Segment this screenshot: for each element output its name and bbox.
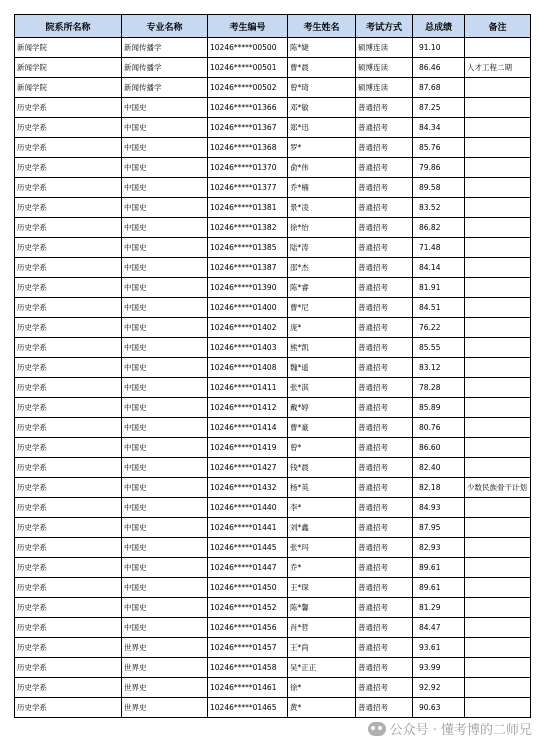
cell-remarks — [465, 638, 531, 658]
cell-remarks — [465, 618, 531, 638]
cell-major: 中国史 — [122, 478, 208, 498]
table-row — [15, 58, 531, 78]
cell-candidate-name: 王*琛 — [288, 578, 356, 598]
cell-remarks — [465, 278, 531, 298]
cell-remarks — [465, 78, 531, 98]
cell-exam-type: 普通招考 — [356, 278, 413, 298]
cell-major: 中国史 — [122, 578, 208, 598]
cell-remarks — [465, 218, 531, 238]
cell-candidate-name: 郑*迅 — [288, 118, 356, 138]
cell-remarks — [465, 398, 531, 418]
cell-candidate-id: 10246*****01366 — [208, 98, 288, 118]
cell-department: 历史学系 — [15, 278, 122, 298]
cell-total-score: 78.28 — [413, 378, 465, 398]
cell-candidate-name: 熊*凯 — [288, 338, 356, 358]
cell-exam-type: 普通招考 — [356, 678, 413, 698]
cell-department: 历史学系 — [15, 198, 122, 218]
table-row — [15, 238, 531, 258]
cell-department: 历史学系 — [15, 558, 122, 578]
cell-department: 历史学系 — [15, 578, 122, 598]
cell-total-score: 71.48 — [413, 238, 465, 258]
cell-department: 历史学系 — [15, 658, 122, 678]
cell-candidate-name: 曹*晨 — [288, 58, 356, 78]
cell-candidate-id: 10246*****01368 — [208, 138, 288, 158]
cell-candidate-name: 罗* — [288, 138, 356, 158]
cell-exam-type: 普通招考 — [356, 518, 413, 538]
cell-remarks — [465, 238, 531, 258]
cell-candidate-name: 庞* — [288, 318, 356, 338]
cell-exam-type: 普通招考 — [356, 438, 413, 458]
cell-department: 历史学系 — [15, 598, 122, 618]
cell-total-score: 79.86 — [413, 158, 465, 178]
cell-candidate-name: 陈*婕 — [288, 38, 356, 58]
cell-remarks — [465, 558, 531, 578]
table-row — [15, 538, 531, 558]
cell-candidate-name: 徐*怡 — [288, 218, 356, 238]
cell-total-score: 93.61 — [413, 638, 465, 658]
cell-remarks — [465, 138, 531, 158]
cell-total-score: 82.93 — [413, 538, 465, 558]
cell-department: 历史学系 — [15, 478, 122, 498]
cell-candidate-id: 10246*****00500 — [208, 38, 288, 58]
cell-total-score: 82.40 — [413, 458, 465, 478]
table-row — [15, 438, 531, 458]
cell-total-score: 82.18 — [413, 478, 465, 498]
cell-exam-type: 普通招考 — [356, 358, 413, 378]
cell-department: 历史学系 — [15, 258, 122, 278]
cell-exam-type: 普通招考 — [356, 418, 413, 438]
cell-remarks — [465, 158, 531, 178]
cell-major: 中国史 — [122, 158, 208, 178]
cell-exam-type: 普通招考 — [356, 458, 413, 478]
cell-candidate-id: 10246*****01382 — [208, 218, 288, 238]
cell-candidate-name: 徐* — [288, 678, 356, 698]
cell-total-score: 86.46 — [413, 58, 465, 78]
cell-exam-type: 普通招考 — [356, 218, 413, 238]
header-row — [15, 15, 531, 38]
cell-department: 历史学系 — [15, 318, 122, 338]
cell-total-score: 83.52 — [413, 198, 465, 218]
cell-candidate-id: 10246*****01411 — [208, 378, 288, 398]
admission-score-table — [14, 14, 531, 718]
cell-remarks — [465, 578, 531, 598]
cell-total-score: 84.93 — [413, 498, 465, 518]
table-row — [15, 98, 531, 118]
cell-exam-type: 普通招考 — [356, 538, 413, 558]
table-row — [15, 698, 531, 718]
cell-candidate-name: 景*凌 — [288, 198, 356, 218]
cell-candidate-name: 陈*睿 — [288, 278, 356, 298]
cell-exam-type: 普通招考 — [356, 618, 413, 638]
table-row — [15, 118, 531, 138]
header-candidate-name: 考生姓名 — [288, 15, 356, 38]
table-row — [15, 158, 531, 178]
cell-remarks — [465, 518, 531, 538]
cell-total-score: 92.92 — [413, 678, 465, 698]
cell-exam-type: 普通招考 — [356, 338, 413, 358]
table-row — [15, 678, 531, 698]
cell-candidate-id: 10246*****01381 — [208, 198, 288, 218]
cell-major: 中国史 — [122, 498, 208, 518]
cell-exam-type: 普通招考 — [356, 198, 413, 218]
cell-candidate-id: 10246*****01441 — [208, 518, 288, 538]
cell-candidate-name: 魏*遥 — [288, 358, 356, 378]
cell-candidate-id: 10246*****01377 — [208, 178, 288, 198]
cell-department: 历史学系 — [15, 218, 122, 238]
cell-department: 新闻学院 — [15, 38, 122, 58]
cell-total-score: 85.55 — [413, 338, 465, 358]
cell-candidate-name: 王*尚 — [288, 638, 356, 658]
cell-department: 历史学系 — [15, 158, 122, 178]
table-row — [15, 298, 531, 318]
cell-major: 世界史 — [122, 638, 208, 658]
cell-major: 中国史 — [122, 618, 208, 638]
cell-candidate-id: 10246*****01367 — [208, 118, 288, 138]
cell-candidate-id: 10246*****01440 — [208, 498, 288, 518]
cell-major: 中国史 — [122, 378, 208, 398]
cell-remarks — [465, 358, 531, 378]
cell-remarks — [465, 338, 531, 358]
header-candidate-id: 考生编号 — [208, 15, 288, 38]
cell-major: 中国史 — [122, 238, 208, 258]
cell-major: 中国史 — [122, 298, 208, 318]
cell-total-score: 86.60 — [413, 438, 465, 458]
header-department: 院系所名称 — [15, 15, 122, 38]
cell-total-score: 80.76 — [413, 418, 465, 438]
cell-major: 中国史 — [122, 178, 208, 198]
cell-remarks — [465, 698, 531, 718]
cell-candidate-name: 俞*伟 — [288, 158, 356, 178]
cell-candidate-name: 张*淇 — [288, 378, 356, 398]
cell-total-score: 87.95 — [413, 518, 465, 538]
cell-major: 世界史 — [122, 698, 208, 718]
cell-total-score: 85.89 — [413, 398, 465, 418]
cell-total-score: 90.63 — [413, 698, 465, 718]
cell-candidate-name: 邵*杰 — [288, 258, 356, 278]
cell-candidate-id: 10246*****01447 — [208, 558, 288, 578]
table-row — [15, 178, 531, 198]
cell-exam-type: 普通招考 — [356, 378, 413, 398]
cell-exam-type: 普通招考 — [356, 298, 413, 318]
cell-department: 历史学系 — [15, 98, 122, 118]
cell-exam-type: 普通招考 — [356, 178, 413, 198]
cell-remarks — [465, 438, 531, 458]
watermark — [368, 719, 532, 738]
cell-major: 中国史 — [122, 418, 208, 438]
cell-remarks — [465, 498, 531, 518]
table-row — [15, 638, 531, 658]
cell-total-score: 89.61 — [413, 578, 465, 598]
wechat-icon — [368, 722, 386, 736]
cell-total-score: 84.51 — [413, 298, 465, 318]
cell-candidate-id: 10246*****01432 — [208, 478, 288, 498]
cell-candidate-id: 10246*****01461 — [208, 678, 288, 698]
cell-exam-type: 普通招考 — [356, 558, 413, 578]
cell-major: 中国史 — [122, 138, 208, 158]
cell-candidate-name: 张*玛 — [288, 538, 356, 558]
cell-major: 中国史 — [122, 538, 208, 558]
cell-exam-type: 普通招考 — [356, 598, 413, 618]
cell-total-score: 86.82 — [413, 218, 465, 238]
cell-department: 历史学系 — [15, 638, 122, 658]
cell-major: 中国史 — [122, 458, 208, 478]
cell-exam-type: 普通招考 — [356, 238, 413, 258]
cell-candidate-id: 10246*****01408 — [208, 358, 288, 378]
cell-total-score: 83.12 — [413, 358, 465, 378]
cell-remarks — [465, 658, 531, 678]
cell-major: 中国史 — [122, 198, 208, 218]
table-row — [15, 318, 531, 338]
cell-candidate-id: 10246*****01427 — [208, 458, 288, 478]
table-row — [15, 518, 531, 538]
cell-total-score: 76.22 — [413, 318, 465, 338]
cell-remarks — [465, 458, 531, 478]
cell-department: 历史学系 — [15, 438, 122, 458]
cell-candidate-id: 10246*****01457 — [208, 638, 288, 658]
cell-remarks — [465, 598, 531, 618]
cell-remarks — [465, 378, 531, 398]
cell-total-score: 84.34 — [413, 118, 465, 138]
cell-exam-type: 普通招考 — [356, 698, 413, 718]
cell-major: 世界史 — [122, 678, 208, 698]
cell-exam-type: 硕博连读 — [356, 38, 413, 58]
cell-exam-type: 普通招考 — [356, 118, 413, 138]
cell-total-score: 84.47 — [413, 618, 465, 638]
header-remarks: 备注 — [465, 15, 531, 38]
table-row — [15, 578, 531, 598]
cell-major: 中国史 — [122, 278, 208, 298]
cell-remarks — [465, 538, 531, 558]
cell-exam-type: 硕博连读 — [356, 58, 413, 78]
cell-major: 新闻传播学 — [122, 78, 208, 98]
cell-major: 中国史 — [122, 358, 208, 378]
cell-exam-type: 普通招考 — [356, 398, 413, 418]
table-body — [15, 38, 531, 718]
cell-candidate-id: 10246*****01390 — [208, 278, 288, 298]
cell-major: 新闻传播学 — [122, 38, 208, 58]
cell-candidate-name: 戴*婷 — [288, 398, 356, 418]
cell-exam-type: 普通招考 — [356, 578, 413, 598]
cell-candidate-id: 10246*****00501 — [208, 58, 288, 78]
cell-major: 世界史 — [122, 658, 208, 678]
cell-candidate-name: 乔* — [288, 558, 356, 578]
cell-total-score: 84.14 — [413, 258, 465, 278]
cell-candidate-id: 10246*****01458 — [208, 658, 288, 678]
cell-candidate-name: 乔*楠 — [288, 178, 356, 198]
table-row — [15, 198, 531, 218]
cell-department: 历史学系 — [15, 538, 122, 558]
table-row — [15, 38, 531, 58]
cell-candidate-name: 钱*晨 — [288, 458, 356, 478]
cell-remarks — [465, 198, 531, 218]
cell-candidate-id: 10246*****00502 — [208, 78, 288, 98]
cell-department: 历史学系 — [15, 618, 122, 638]
cell-candidate-id: 10246*****01385 — [208, 238, 288, 258]
table-row — [15, 378, 531, 398]
cell-total-score: 87.68 — [413, 78, 465, 98]
cell-total-score: 85.76 — [413, 138, 465, 158]
cell-candidate-id: 10246*****01414 — [208, 418, 288, 438]
cell-major: 中国史 — [122, 518, 208, 538]
cell-major: 中国史 — [122, 558, 208, 578]
cell-department: 新闻学院 — [15, 58, 122, 78]
table-row — [15, 458, 531, 478]
cell-remarks — [465, 678, 531, 698]
header-exam-type: 考试方式 — [356, 15, 413, 38]
cell-total-score: 81.91 — [413, 278, 465, 298]
cell-total-score: 91.10 — [413, 38, 465, 58]
cell-remarks: 人才工程二期 — [465, 58, 531, 78]
cell-total-score: 81.29 — [413, 598, 465, 618]
cell-major: 中国史 — [122, 118, 208, 138]
cell-candidate-id: 10246*****01403 — [208, 338, 288, 358]
cell-candidate-name: 曹*豪 — [288, 418, 356, 438]
cell-candidate-id: 10246*****01445 — [208, 538, 288, 558]
cell-candidate-id: 10246*****01370 — [208, 158, 288, 178]
cell-department: 历史学系 — [15, 458, 122, 478]
cell-department: 历史学系 — [15, 298, 122, 318]
table-row — [15, 358, 531, 378]
cell-major: 中国史 — [122, 398, 208, 418]
cell-candidate-id: 10246*****01465 — [208, 698, 288, 718]
table-row — [15, 218, 531, 238]
cell-exam-type: 普通招考 — [356, 498, 413, 518]
cell-department: 历史学系 — [15, 358, 122, 378]
cell-candidate-name: 刘*鑫 — [288, 518, 356, 538]
cell-candidate-name: 吴*正正 — [288, 658, 356, 678]
cell-remarks — [465, 298, 531, 318]
cell-department: 历史学系 — [15, 698, 122, 718]
cell-total-score: 87.25 — [413, 98, 465, 118]
cell-exam-type: 普通招考 — [356, 258, 413, 278]
table-header — [15, 15, 531, 38]
cell-department: 历史学系 — [15, 398, 122, 418]
cell-candidate-id: 10246*****01456 — [208, 618, 288, 638]
table-row — [15, 498, 531, 518]
cell-department: 历史学系 — [15, 518, 122, 538]
cell-exam-type: 普通招考 — [356, 658, 413, 678]
cell-department: 新闻学院 — [15, 78, 122, 98]
cell-department: 历史学系 — [15, 678, 122, 698]
cell-candidate-name: 陆*涛 — [288, 238, 356, 258]
cell-remarks: 少数民族骨干计划 — [465, 478, 531, 498]
table-row — [15, 338, 531, 358]
cell-remarks — [465, 118, 531, 138]
table-row — [15, 258, 531, 278]
cell-candidate-name: 杨*英 — [288, 478, 356, 498]
cell-department: 历史学系 — [15, 138, 122, 158]
cell-exam-type: 普通招考 — [356, 318, 413, 338]
cell-candidate-name: 邓*敏 — [288, 98, 356, 118]
cell-total-score: 89.58 — [413, 178, 465, 198]
table-row — [15, 418, 531, 438]
cell-candidate-id: 10246*****01400 — [208, 298, 288, 318]
cell-exam-type: 普通招考 — [356, 138, 413, 158]
table-row — [15, 78, 531, 98]
cell-major: 中国史 — [122, 338, 208, 358]
cell-remarks — [465, 38, 531, 58]
cell-total-score: 89.61 — [413, 558, 465, 578]
cell-major: 中国史 — [122, 98, 208, 118]
cell-major: 中国史 — [122, 598, 208, 618]
cell-total-score: 93.99 — [413, 658, 465, 678]
cell-major: 中国史 — [122, 258, 208, 278]
cell-exam-type: 普通招考 — [356, 98, 413, 118]
cell-department: 历史学系 — [15, 118, 122, 138]
cell-candidate-name: 李* — [288, 498, 356, 518]
cell-candidate-id: 10246*****01452 — [208, 598, 288, 618]
cell-remarks — [465, 418, 531, 438]
table-row — [15, 598, 531, 618]
table-row — [15, 558, 531, 578]
cell-exam-type: 普通招考 — [356, 478, 413, 498]
header-major: 专业名称 — [122, 15, 208, 38]
table-row — [15, 478, 531, 498]
header-total-score: 总成绩 — [413, 15, 465, 38]
cell-remarks — [465, 318, 531, 338]
table-row — [15, 398, 531, 418]
cell-department: 历史学系 — [15, 238, 122, 258]
cell-candidate-name: 曹*尼 — [288, 298, 356, 318]
table-row — [15, 138, 531, 158]
cell-candidate-id: 10246*****01419 — [208, 438, 288, 458]
cell-department: 历史学系 — [15, 338, 122, 358]
cell-department: 历史学系 — [15, 418, 122, 438]
cell-remarks — [465, 258, 531, 278]
cell-candidate-id: 10246*****01402 — [208, 318, 288, 338]
cell-candidate-name: 陈*馨 — [288, 598, 356, 618]
table-row — [15, 618, 531, 638]
cell-candidate-name: 黄* — [288, 698, 356, 718]
cell-candidate-id: 10246*****01412 — [208, 398, 288, 418]
cell-major: 中国史 — [122, 318, 208, 338]
watermark-text: 公众号 · 懂考博的二师兄 — [389, 723, 532, 738]
cell-exam-type: 普通招考 — [356, 158, 413, 178]
cell-department: 历史学系 — [15, 498, 122, 518]
cell-major: 中国史 — [122, 438, 208, 458]
cell-candidate-id: 10246*****01387 — [208, 258, 288, 278]
cell-major: 中国史 — [122, 218, 208, 238]
table-row — [15, 658, 531, 678]
cell-remarks — [465, 178, 531, 198]
cell-candidate-name: 肖*哲 — [288, 618, 356, 638]
cell-candidate-name: 曾*琦 — [288, 78, 356, 98]
cell-major: 新闻传播学 — [122, 58, 208, 78]
cell-exam-type: 普通招考 — [356, 638, 413, 658]
cell-candidate-id: 10246*****01450 — [208, 578, 288, 598]
cell-remarks — [465, 98, 531, 118]
table-row — [15, 278, 531, 298]
cell-department: 历史学系 — [15, 378, 122, 398]
cell-department: 历史学系 — [15, 178, 122, 198]
cell-candidate-name: 曾* — [288, 438, 356, 458]
cell-exam-type: 硕博连读 — [356, 78, 413, 98]
